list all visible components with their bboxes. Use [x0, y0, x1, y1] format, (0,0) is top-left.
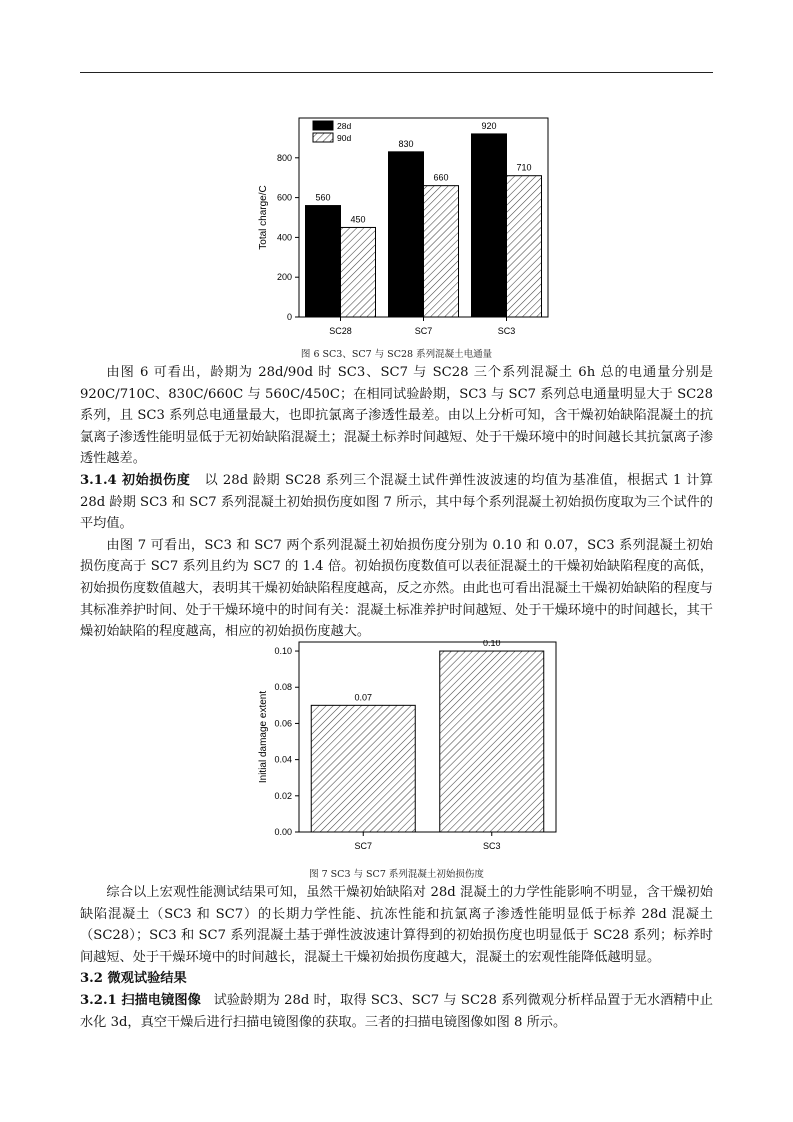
data-label: 450	[350, 214, 366, 225]
y-axis-label: Initial damage extent	[258, 690, 269, 784]
bar-28d-SC28	[306, 206, 341, 317]
paragraph-sem	[80, 990, 713, 1033]
section-heading-3-2-1: 3.2.1 扫描电镜图像	[80, 992, 201, 1008]
section-heading-3-2: 3.2 微观试验结果	[80, 971, 187, 987]
bar-90d-SC7	[424, 186, 459, 317]
x-tick-label: SC7	[414, 326, 433, 336]
data-label: 830	[398, 138, 414, 149]
bar-28d-SC7	[389, 152, 424, 317]
paragraph-summary: 综合以上宏观性能测试结果可知，虽然干燥初始缺陷对 28d 混凝土的力学性能影响不明显，含干燥初始缺陷混凝土（SC3 和 SC7）的长期力学性能、抗冻性能和抗氯离子渗透性能明显低于标养 28d 混凝土（SC28）；SC3 和 SC7 系列混凝土基于弹性波波速计算得到的初始损伤度也明显低于 SC28 系列；标养时间越短、处于干燥环境中的时间越长，混凝土干燥初始损伤度越大，混凝土的宏观性能降低越明显。	[80, 885, 713, 965]
bar-90d-SC28	[341, 227, 376, 317]
x-tick-label: SC28	[329, 326, 352, 336]
paragraph-initial-damage-body: 以 28d 龄期 SC28 系列三个混凝土试件弹性波波速的均值为基准值，根据式 1 计算 28d 龄期 SC3 和 SC7 系列混凝土初始损伤度如图 7 所示，其中每个系列混凝土初始损伤度取为三个试件的平均值。	[80, 472, 713, 532]
legend-swatch	[313, 121, 333, 130]
bar-28d-SC3	[472, 134, 507, 317]
y-tick-label: 0.10	[274, 646, 292, 657]
legend	[313, 121, 351, 143]
x-tick-label: SC3	[482, 841, 501, 851]
data-label: 920	[481, 120, 497, 131]
data-label: 560	[315, 192, 331, 203]
header-rule	[80, 72, 713, 73]
y-tick-label: 0.06	[274, 718, 292, 729]
y-tick-label: 0.00	[274, 827, 292, 837]
y-tick-label: 800	[276, 152, 292, 163]
figure-6-chart	[250, 108, 550, 343]
bar-SC7	[311, 705, 415, 832]
legend-label: 90d	[337, 133, 352, 143]
data-label: 0.07	[354, 692, 373, 703]
y-tick-label: 0.04	[274, 754, 292, 765]
paragraph-sem-body: 试验龄期为 28d 时，取得 SC3、SC7 与 SC28 系列微观分析样品置于无水酒精中止水化 3d，真空干燥后进行扫描电镜图像的获取。三者的扫描电镜图像如图 8 所示。	[80, 992, 713, 1030]
bar-90d-SC3	[507, 176, 542, 317]
y-tick-label: 200	[276, 272, 292, 283]
legend-label: 28d	[337, 121, 352, 131]
data-label: 710	[516, 162, 532, 173]
paragraph-initial-damage	[80, 470, 713, 535]
y-tick-label: 0	[286, 312, 292, 322]
x-tick-label: SC7	[354, 841, 373, 851]
y-tick-label: 0.08	[274, 682, 292, 693]
figure-7-caption: 图 7 SC3 与 SC7 系列混凝土初始损伤度	[309, 869, 484, 880]
x-tick-label: SC3	[497, 326, 516, 336]
text-block-2	[80, 882, 713, 1033]
y-tick-label: 400	[276, 232, 292, 243]
paragraph-figure7-analysis: 由图 7 可看出，SC3 和 SC7 两个系列混凝土初始损伤度分别为 0.10 和 0.07，SC3 系列混凝土初始损伤度高于 SC7 系列且约为 SC7 的 1.4 倍。初始损伤度数值可以表征混凝土的干燥初始缺陷程度的高低，初始损伤度数值越大，表明其干燥初始缺陷程度越高，反之亦然。由此也可看出混凝土干燥初始缺陷的程度与其标准养护时间、处于干燥环境中的时间有关：混凝土标准养护时间越短、处于干燥环境中的时间越长，其干燥初始缺陷的程度越高，相应的初始损伤度越大。	[80, 537, 713, 640]
figure-7-chart	[250, 640, 560, 862]
figure-6-svg	[250, 108, 550, 343]
y-tick-label: 0.02	[274, 790, 292, 801]
figure-6-caption: 图 6 SC3、SC7 与 SC28 系列混凝土电通量	[300, 349, 493, 360]
text-block-1	[80, 362, 713, 643]
section-heading-3-1-4: 3.1.4 初始损伤度	[80, 472, 191, 488]
data-label: 0.10	[482, 640, 501, 649]
y-axis-label: Total charge/C	[258, 185, 269, 250]
figure-7-svg	[250, 640, 560, 862]
legend-swatch	[313, 133, 333, 142]
bar-SC3	[440, 651, 544, 832]
data-label: 660	[433, 172, 449, 183]
y-tick-label: 600	[276, 192, 292, 203]
paragraph-electric-flux: 由图 6 可看出，龄期为 28d/90d 时 SC3、SC7 与 SC28 三个系列混凝土 6h 总的电通量分别是 920C/710C、830C/660C 与 560C/450C；在相同试验龄期，SC3 与 SC7 系列总电通量明显大于 SC28 系列，且 SC3 系列总电通量最大，也即抗氯离子渗透性最差。由以上分析可知，含干燥初始缺陷混凝土的抗氯离子渗透性能明显低于无初始缺陷混凝土；混凝土标养时间越短、处于干燥环境中的时间越长其抗氯离子渗透性越差。	[80, 365, 713, 467]
